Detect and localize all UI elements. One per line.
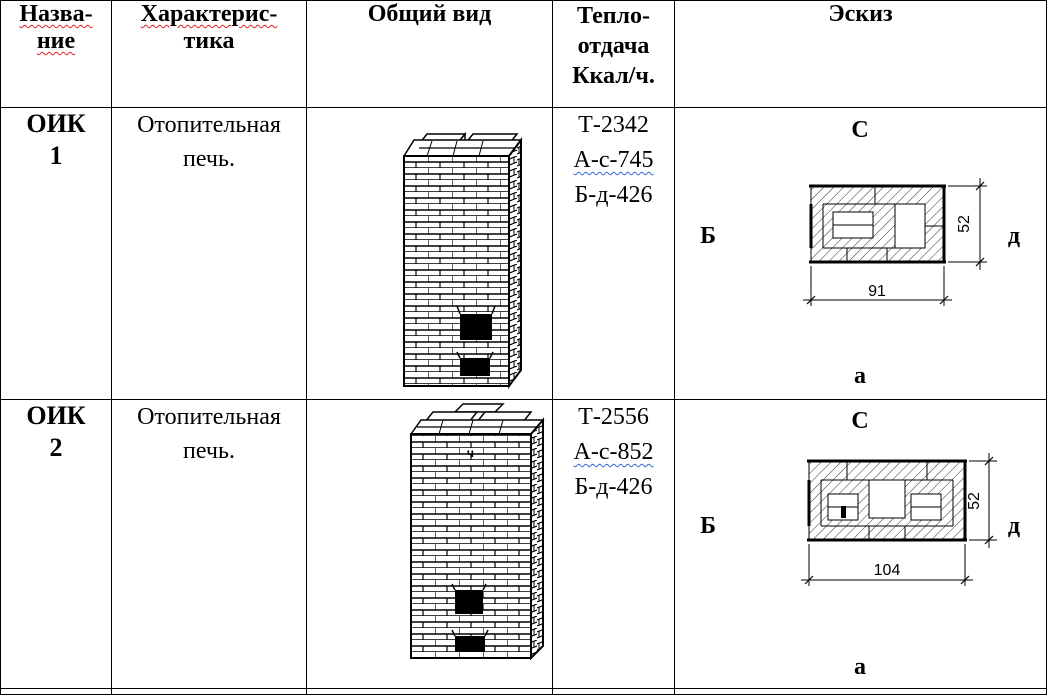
header-char-line1: Характерис- [140,1,278,27]
characteristic-cell [112,400,307,689]
stove-drawing-1 [307,108,553,400]
header-name-line2: ние [36,28,76,54]
side-label-top: С [851,408,869,434]
heat-output-cell [553,400,675,689]
heat-total: Т-2556 [578,404,649,430]
stove-name-cell [1,108,112,400]
side-label-bottom: а [854,654,866,680]
svg-text:ч: ч [467,446,474,460]
heat-output-cell [553,108,675,400]
heat-b-d: Б-д-426 [574,474,653,500]
side-label-left: Б [700,513,716,539]
header-heat-line3: Ккал/ч. [572,63,655,89]
stove-name: ОИК [26,109,86,138]
table-row [1,689,1047,695]
dimension-depth: 52 [956,215,973,233]
heat-a-s: А-с-745 [573,147,654,173]
stove-drawing-2 [307,400,553,689]
header-view: Общий вид [307,1,553,108]
stove-name: ОИК [26,401,86,430]
header-heat-line2: отдача [577,33,650,59]
characteristic-line2: печь. [183,146,235,172]
header-row [1,1,1047,108]
header-heat-output [553,1,675,108]
general-view-cell [307,108,553,400]
header-characteristic [112,1,307,108]
stove-name-cell [1,400,112,689]
header-name [1,1,112,108]
heat-b-d: Б-д-426 [574,182,653,208]
plan-sketch-1 [675,108,1047,400]
header-name-line1: Назва- [19,1,93,27]
dimension-width: 104 [873,562,901,579]
table-row [1,400,1047,689]
side-label-bottom: а [854,363,866,389]
sketch-cell [675,108,1047,400]
heat-total: Т-2342 [578,112,649,138]
general-view-cell [307,400,553,689]
sketch-cell [675,400,1047,689]
side-label-right: д [1007,513,1021,539]
heat-a-s: А-с-852 [573,439,654,465]
header-heat-line1: Тепло- [576,3,651,29]
header-char-line2: тика [183,28,235,54]
side-label-left: Б [700,223,716,249]
stove-number: 1 [49,141,63,170]
header-sketch: Эскиз [675,1,1047,108]
dimension-depth: 52 [966,492,983,510]
characteristic-line1: Отопительная [137,404,281,430]
stove-number: 2 [49,433,63,462]
characteristic-line2: печь. [183,438,235,464]
dimension-width: 91 [868,283,886,300]
side-label-right: д [1007,223,1021,249]
characteristic-cell [112,108,307,400]
characteristic-line1: Отопительная [137,112,281,138]
plan-sketch-2 [675,400,1047,689]
table-row [1,108,1047,400]
side-label-top: С [851,117,869,143]
